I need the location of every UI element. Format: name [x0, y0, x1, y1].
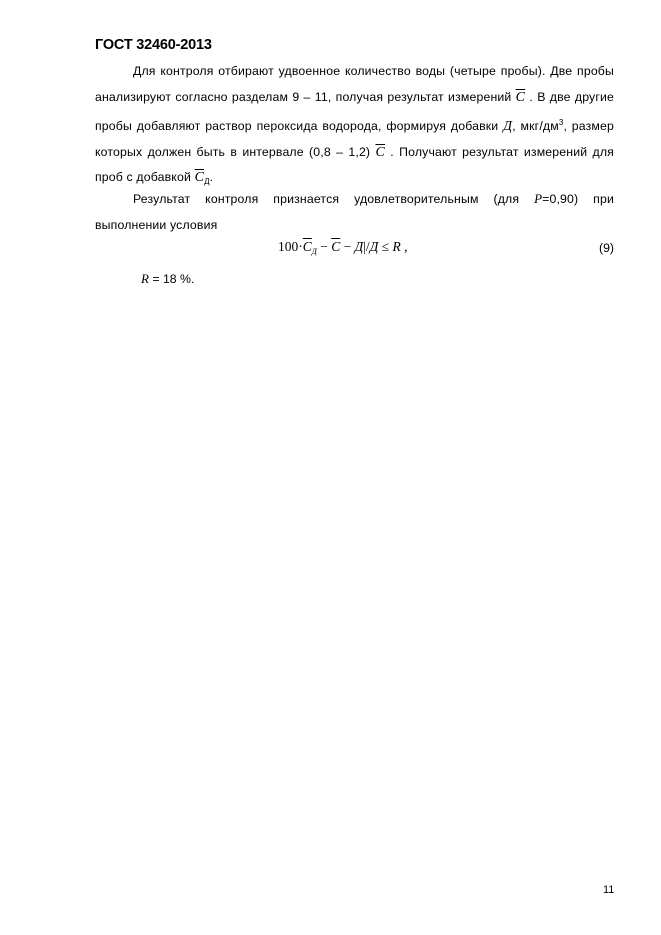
- formula-d-denominator: Д: [369, 239, 379, 254]
- para1-text-5: . Получают результат измерений для проб с добавкой: [95, 144, 614, 184]
- para1-text-2: . В две другие пробы добавляют раствор пероксида водорода, формируя добавки: [95, 89, 614, 133]
- para2-text-1: Результат контроля признается удовлетворительным (для: [133, 192, 535, 206]
- para1-text-6: .: [209, 170, 214, 184]
- symbol-c-mean: $\overline{C}$: [515, 89, 526, 105]
- r-value-text: = 18 %.: [148, 272, 195, 286]
- symbol-p: P: [534, 191, 543, 206]
- r-value-line: [141, 271, 194, 287]
- formula-9: [95, 238, 614, 260]
- unit-superscript: 3: [558, 118, 564, 127]
- formula-expression: [278, 239, 407, 256]
- symbol-r: R: [141, 271, 149, 286]
- symbol-d-addition: Д: [503, 119, 513, 134]
- symbol-c-subscript: Д: [204, 177, 210, 186]
- para2-text-2: =0,90) при выполнении условия: [95, 192, 615, 232]
- formula-number: (9): [598, 241, 614, 255]
- formula-minus-2: −: [340, 239, 355, 254]
- para1-text-3: , мкг/дм: [512, 119, 559, 133]
- formula-r: R: [392, 239, 401, 254]
- formula-coefficient: 100·: [278, 239, 303, 254]
- formula-d-numerator: Д: [354, 239, 364, 254]
- formula-c-d-subscript: Д: [311, 247, 317, 256]
- formula-c-d: $\overline{C}$: [302, 239, 312, 254]
- symbol-c-mean-interval: $\overline{C}$: [375, 144, 385, 160]
- formula-le: ≤: [378, 239, 393, 254]
- formula-comma: ,: [400, 239, 408, 254]
- page-number: 11: [603, 884, 615, 896]
- symbol-c-with-addition: $\overline{C}$: [194, 170, 205, 185]
- para1-text-4: , размер которых должен быть в интервале (0,8 – 1,2): [95, 119, 615, 159]
- formula-divider: |/: [363, 239, 370, 254]
- formula-minus-1: −: [316, 239, 332, 254]
- paragraph-control-procedure: [95, 59, 614, 195]
- para1-text-1: Для контроля отбирают удвоенное количество воды (четыре пробы). Две пробы анализируют согласно разделам 9 – 11, получая результат измерений: [95, 64, 614, 104]
- formula-c: $\overline{C}$: [331, 239, 341, 254]
- paragraph-acceptance-condition: [95, 186, 614, 238]
- standard-title: ГОСТ 32460-2013: [95, 37, 212, 53]
